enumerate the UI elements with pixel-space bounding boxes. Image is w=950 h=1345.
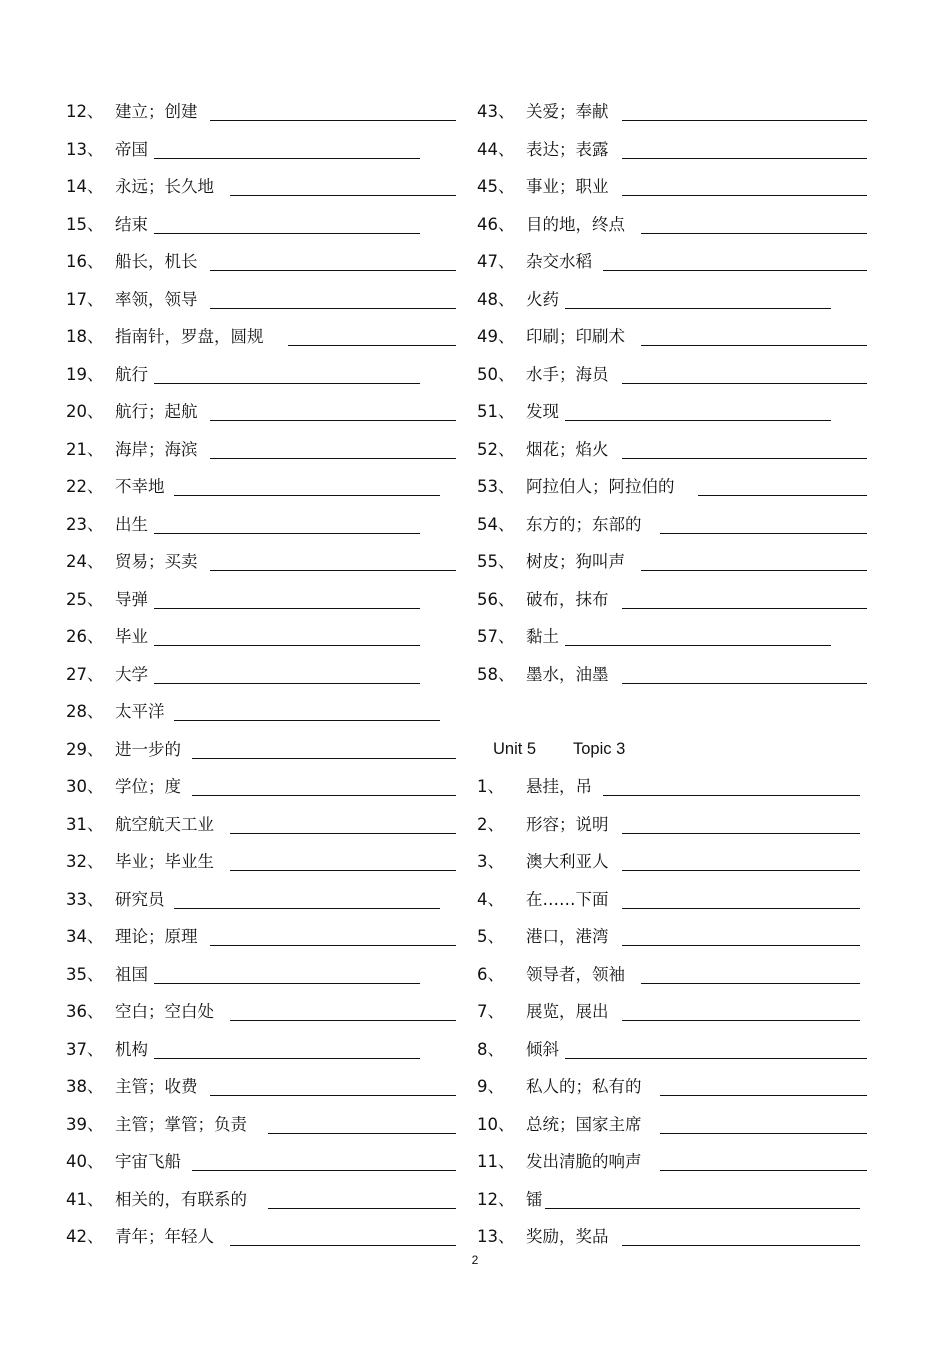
vocab-row [477,543,869,581]
answer-blank[interactable] [660,1133,867,1134]
item-meaning: 总统；国家主席 [526,1114,642,1134]
vocab-row [66,618,458,656]
answer-blank[interactable] [210,570,456,571]
right-column [477,93,869,1256]
item-meaning: 海岸；海滨 [115,439,198,459]
vocab-row [477,393,869,431]
answer-blank[interactable] [698,495,867,496]
vocab-row [477,1181,869,1219]
topic-label: Topic 3 [573,739,626,758]
answer-blank[interactable] [210,1095,456,1096]
vocab-row [477,1068,869,1106]
item-meaning: 表达；表露 [526,139,609,159]
vocab-row [66,318,458,356]
item-number: 11、 [477,1152,515,1171]
item-number: 43、 [477,102,515,121]
item-meaning: 杂交水稻 [526,252,592,271]
answer-blank[interactable] [210,308,456,309]
vocab-row [477,618,869,656]
item-number: 57、 [477,627,515,646]
vocab-row [477,1106,869,1144]
item-meaning: 东方的；东部的 [526,514,642,534]
item-meaning: 祖国 [115,964,148,984]
answer-blank[interactable] [230,1245,456,1246]
vocab-row [66,281,458,319]
vocab-row [66,356,458,394]
answer-blank[interactable] [154,645,420,646]
item-meaning: 学位；度 [115,777,181,796]
item-meaning: 主管；掌管；负责 [115,1114,247,1134]
item-number: 48、 [477,289,515,309]
answer-blank[interactable] [192,758,456,759]
answer-blank[interactable] [565,645,831,646]
item-number: 13、 [66,139,104,159]
answer-blank[interactable] [622,120,867,121]
item-number: 45、 [477,177,515,196]
item-meaning: 空白；空白处 [115,1002,214,1021]
vocab-row [477,356,869,394]
vocab-row [477,843,869,881]
vocab-row [66,1218,458,1256]
vocab-row [477,1218,869,1256]
vocab-row [66,768,458,806]
answer-blank[interactable] [154,233,420,234]
answer-blank[interactable] [268,1133,456,1134]
vocab-row [66,881,458,919]
answer-blank[interactable] [565,308,831,309]
item-meaning: 墨水，油墨 [526,664,609,684]
vocab-row [477,806,869,844]
item-number: 12、 [66,102,104,121]
answer-blank[interactable] [622,158,867,159]
vocab-row [66,206,458,244]
vocab-row [66,693,458,731]
vocab-row [477,993,869,1031]
item-meaning: 发现 [526,402,559,421]
item-number: 22、 [66,477,104,496]
answer-blank[interactable] [230,1020,456,1021]
vocab-row [66,581,458,619]
answer-blank[interactable] [230,870,456,871]
answer-blank[interactable] [174,908,440,909]
item-number: 9、 [477,1077,504,1096]
answer-blank[interactable] [622,383,867,384]
answer-blank[interactable] [154,608,420,609]
answer-blank[interactable] [660,1095,867,1096]
vocab-row [477,956,869,994]
answer-blank[interactable] [210,120,456,121]
item-meaning: 事业；职业 [526,177,609,196]
item-meaning: 进一步的 [115,739,181,759]
item-number: 27、 [66,664,104,684]
item-number: 51、 [477,402,515,421]
answer-blank[interactable] [545,1208,860,1209]
item-meaning: 港口，港湾 [526,927,609,946]
vocab-row [477,1143,869,1181]
item-meaning: 航行 [115,364,148,384]
item-meaning: 宇宙飞船 [115,1152,181,1171]
vocab-row [66,956,458,994]
vocab-row [477,206,869,244]
vocab-row [477,243,869,281]
item-number: 25、 [66,589,104,609]
item-number: 44、 [477,139,515,159]
vocab-row [66,731,458,769]
item-number: 23、 [66,514,104,534]
item-meaning: 镭 [526,1189,543,1209]
left-column [66,93,458,1256]
item-number: 53、 [477,477,515,496]
item-number: 19、 [66,364,104,384]
item-number: 12、 [477,1189,515,1209]
item-meaning: 在……下面 [526,889,609,909]
item-meaning: 关爱；奉献 [526,102,609,121]
vocab-row [66,993,458,1031]
item-number: 20、 [66,402,104,421]
vocab-row [477,918,869,956]
item-number: 29、 [66,739,104,759]
item-meaning: 悬挂，吊 [526,777,592,796]
item-meaning: 树皮；狗叫声 [526,552,625,571]
item-number: 42、 [66,1227,104,1246]
item-number: 47、 [477,252,515,271]
item-meaning: 理论；原理 [115,927,198,946]
answer-blank[interactable] [230,195,456,196]
item-meaning: 航行；起航 [115,402,198,421]
item-meaning: 黏土 [526,627,559,646]
item-meaning: 毕业；毕业生 [115,852,214,871]
answer-blank[interactable] [622,195,867,196]
vocab-row [66,243,458,281]
item-meaning: 主管；收费 [115,1077,198,1096]
answer-blank[interactable] [622,945,860,946]
answer-blank[interactable] [641,233,867,234]
answer-blank[interactable] [622,833,860,834]
item-meaning: 印刷；印刷术 [526,327,625,346]
item-number: 46、 [477,214,515,234]
item-meaning: 毕业 [115,627,148,646]
item-number: 49、 [477,327,515,346]
answer-blank[interactable] [622,683,867,684]
vocab-row [66,543,458,581]
vocab-row [477,881,869,919]
vocab-row [66,1068,458,1106]
answer-blank[interactable] [174,495,440,496]
item-number: 32、 [66,852,104,871]
vocab-row [66,1181,458,1219]
vocab-row [66,431,458,469]
item-number: 2、 [477,814,504,834]
answer-blank[interactable] [288,345,456,346]
item-number: 10、 [477,1114,515,1134]
answer-blank[interactable] [154,158,420,159]
item-number: 16、 [66,252,104,271]
item-number: 26、 [66,627,104,646]
item-meaning: 倾斜 [526,1039,559,1059]
answer-blank[interactable] [622,1020,860,1021]
item-number: 5、 [477,927,504,946]
item-meaning: 目的地，终点 [526,214,625,234]
vocab-row [66,1031,458,1069]
answer-blank[interactable] [622,608,867,609]
item-number: 6、 [477,964,504,984]
item-meaning: 航空航天工业 [115,814,214,834]
answer-blank[interactable] [174,720,440,721]
item-meaning: 机构 [115,1039,148,1059]
item-meaning: 青年；年轻人 [115,1227,214,1246]
vocab-row [477,318,869,356]
item-meaning: 不幸地 [115,477,165,496]
answer-blank[interactable] [622,1245,860,1246]
item-meaning: 领导者，领袖 [526,964,625,984]
item-meaning: 出生 [115,514,148,534]
item-meaning: 贸易；买卖 [115,552,198,571]
item-number: 37、 [66,1039,104,1059]
spacer [477,693,869,731]
item-number: 4、 [477,889,504,909]
item-meaning: 形容；说明 [526,814,609,834]
vocab-row [477,168,869,206]
page-number: 2 [471,1253,479,1267]
item-meaning: 船长，机长 [115,252,198,271]
item-number: 18、 [66,327,104,346]
answer-blank[interactable] [603,270,867,271]
answer-blank[interactable] [622,458,867,459]
answer-blank[interactable] [154,533,420,534]
item-number: 36、 [66,1002,104,1021]
item-meaning: 奖励，奖品 [526,1227,609,1246]
item-number: 38、 [66,1077,104,1096]
item-number: 55、 [477,552,515,571]
vocab-row [66,506,458,544]
item-meaning: 相关的，有联系的 [115,1189,247,1209]
item-number: 39、 [66,1114,104,1134]
answer-blank[interactable] [210,420,456,421]
vocab-row [477,656,869,694]
vocab-row [477,131,869,169]
item-number: 3、 [477,852,504,871]
vocab-row [66,918,458,956]
item-number: 33、 [66,889,104,909]
vocab-row [477,506,869,544]
vocab-row [477,93,869,131]
unit-label: Unit 5 [493,739,537,758]
item-meaning: 大学 [115,664,148,684]
item-meaning: 率领，领导 [115,289,198,309]
item-meaning: 发出清脆的响声 [526,1152,642,1171]
item-meaning: 火药 [526,289,559,309]
item-meaning: 结束 [115,214,148,234]
answer-blank[interactable] [660,1170,867,1171]
item-number: 40、 [66,1152,104,1171]
answer-blank[interactable] [565,420,831,421]
item-number: 17、 [66,289,104,309]
answer-blank[interactable] [565,1058,867,1059]
item-number: 28、 [66,702,104,721]
item-number: 58、 [477,664,515,684]
item-number: 1、 [477,777,504,796]
item-meaning: 澳大利亚人 [526,852,609,871]
section-heading [477,731,869,769]
answer-blank[interactable] [660,533,867,534]
item-meaning: 太平洋 [115,702,165,721]
item-meaning: 展览，展出 [526,1002,609,1021]
answer-blank[interactable] [210,945,456,946]
vocab-row [66,393,458,431]
answer-blank[interactable] [603,795,860,796]
item-number: 31、 [66,814,104,834]
answer-blank[interactable] [268,1208,456,1209]
vocab-row [66,806,458,844]
item-number: 21、 [66,439,104,459]
item-meaning: 导弹 [115,589,148,609]
answer-blank[interactable] [154,383,420,384]
answer-blank[interactable] [154,983,420,984]
answer-blank[interactable] [192,1170,456,1171]
item-meaning: 帝国 [115,139,148,159]
answer-blank[interactable] [641,345,867,346]
item-meaning: 建立；创建 [115,102,198,121]
item-meaning: 研究员 [115,889,165,909]
item-meaning: 私人的；私有的 [526,1077,642,1096]
item-number: 52、 [477,439,515,459]
vocab-row [66,656,458,694]
vocab-row [66,168,458,206]
item-number: 8、 [477,1039,504,1059]
vocab-row [477,431,869,469]
item-meaning: 永远；长久地 [115,177,214,196]
answer-blank[interactable] [154,683,420,684]
vocab-row [66,93,458,131]
item-number: 13、 [477,1227,515,1246]
item-number: 54、 [477,514,515,534]
answer-blank[interactable] [641,570,867,571]
answer-blank[interactable] [641,983,860,984]
answer-blank[interactable] [210,458,456,459]
item-number: 15、 [66,214,104,234]
item-number: 7、 [477,1002,504,1021]
vocab-row [66,131,458,169]
item-number: 24、 [66,552,104,571]
item-number: 14、 [66,177,104,196]
vocab-row [477,768,869,806]
answer-blank[interactable] [154,1058,420,1059]
item-meaning: 烟花；焰火 [526,439,609,459]
item-number: 50、 [477,364,515,384]
item-number: 56、 [477,589,515,609]
vocab-row [66,1143,458,1181]
vocab-row [477,468,869,506]
item-meaning: 阿拉伯人；阿拉伯的 [526,477,675,496]
vocab-row [66,843,458,881]
vocab-row [477,281,869,319]
item-meaning: 水手；海员 [526,364,609,384]
item-number: 35、 [66,964,104,984]
vocab-row [66,468,458,506]
vocab-row [66,1106,458,1144]
answer-blank[interactable] [210,270,456,271]
item-number: 30、 [66,777,104,796]
answer-blank[interactable] [230,833,456,834]
item-meaning: 破布，抹布 [526,589,609,609]
item-number: 41、 [66,1189,104,1209]
vocab-row [477,1031,869,1069]
vocab-row [477,581,869,619]
item-meaning: 指南针，罗盘，圆规 [115,327,264,346]
answer-blank[interactable] [622,908,860,909]
answer-blank[interactable] [622,870,860,871]
answer-blank[interactable] [192,795,456,796]
item-number: 34、 [66,927,104,946]
